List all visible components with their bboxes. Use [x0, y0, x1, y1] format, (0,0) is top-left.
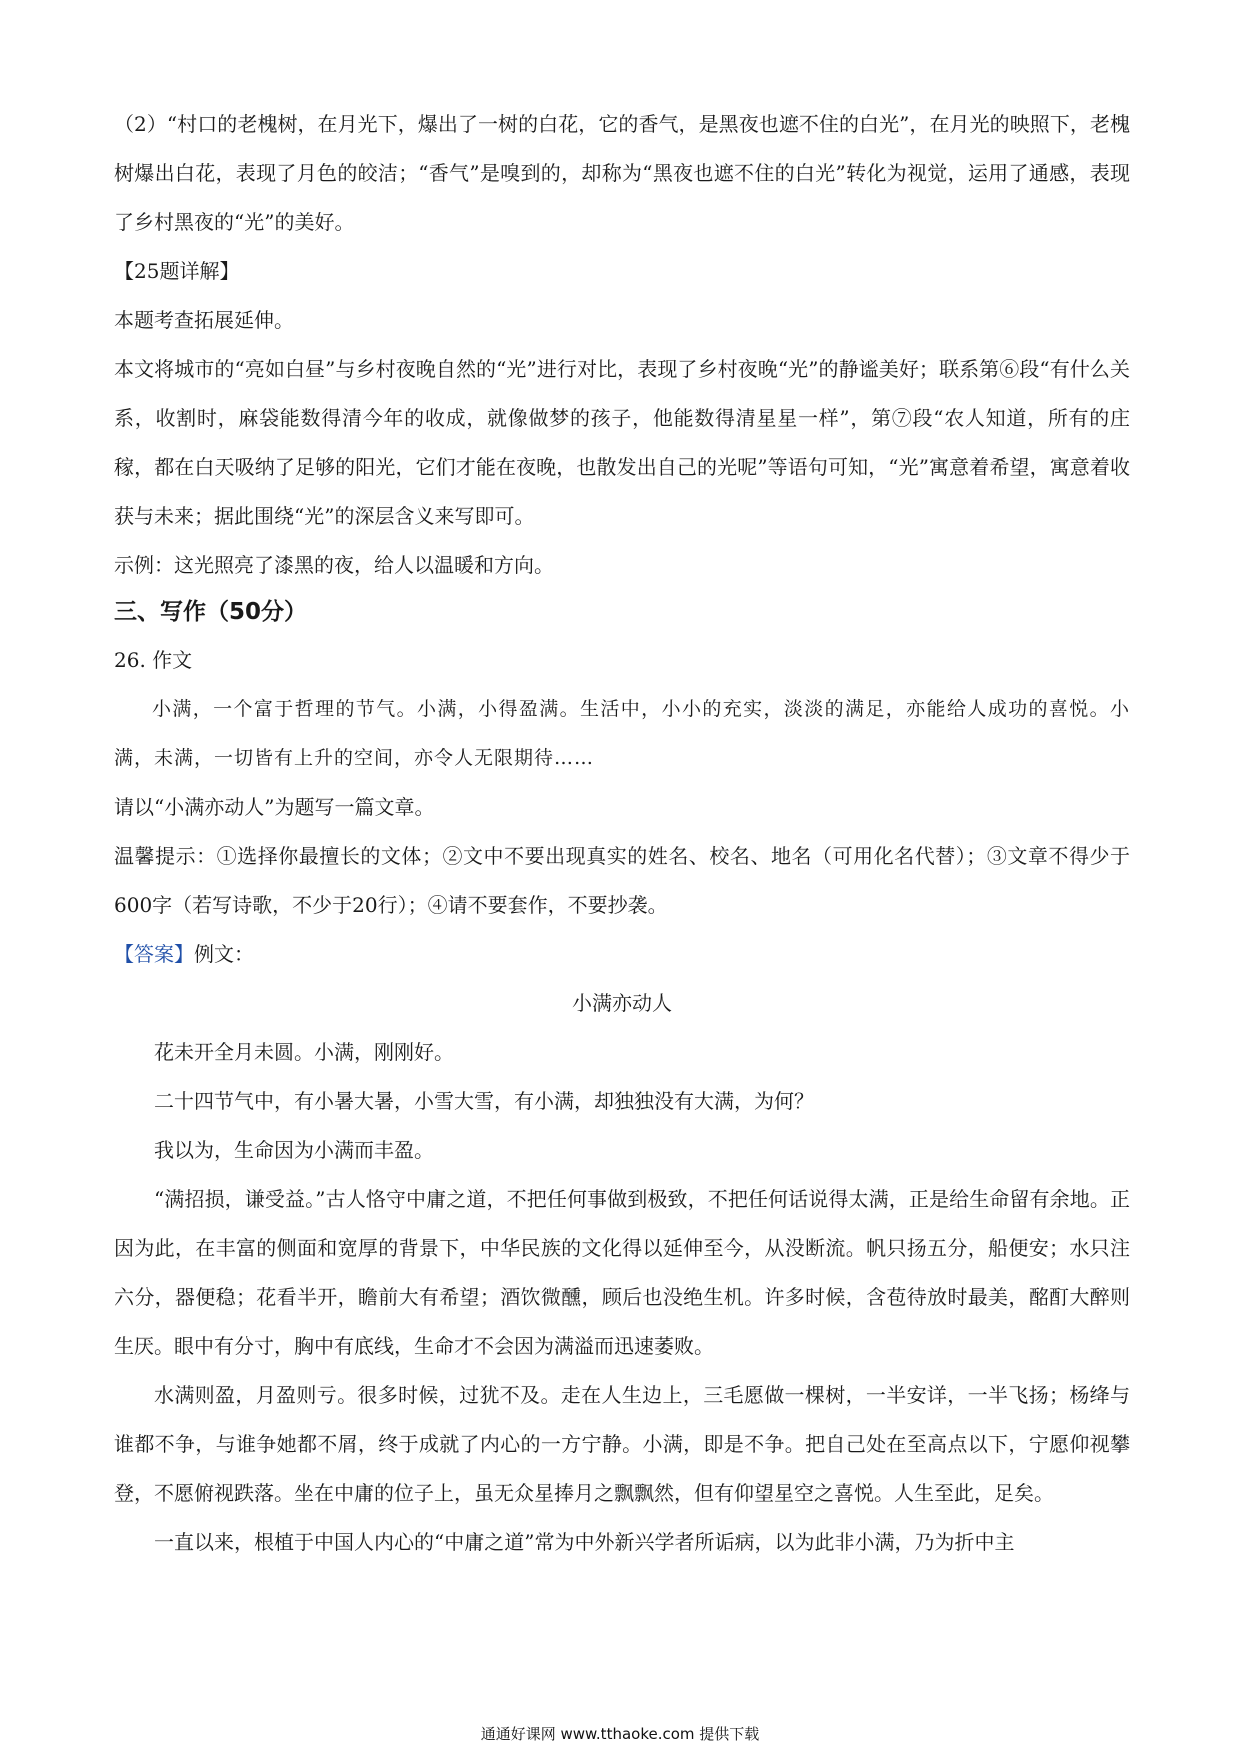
answer-tag: 【答案】 — [114, 942, 194, 966]
q26-prompt: 小满，一个富于哲理的节气。小满，小得盈满。生活中，小小的充实，淡淡的满足，亦能给人成功的喜悦。小满，未满，一切皆有上升的空间，亦令人无限期待…… — [114, 698, 1130, 769]
q25-analysis-paragraph: 本文将城市的“亮如白昼”与乡村夜晚自然的“光”进行对比，表现了乡村夜晚“光”的静谧美好；联系第⑥段“有什么关系，收割时，麻袋能数得清今年的收成，就像做梦的孩子，他能数得清星星一样”，第⑦段“农人知道，所有的庄稼，都在白天吸纳了足够的阳光，它们才能在夜晚，也散发出自己的光呢”等语句可知，“光”寓意着希望，寓意着收获与未来；据此围绕“光”的深层含义来写即可。 — [114, 357, 1130, 528]
section-3-heading: 三、写作（50分） — [114, 599, 308, 625]
q25-topic-line: 本题考查拓展延伸。 — [114, 308, 294, 332]
q26-label: 26. 作文 — [114, 648, 193, 672]
essay-title: 小满亦动人 — [572, 991, 672, 1015]
page-footer: 通通好课网 www.tthaoke.com 提供下载 — [480, 1725, 760, 1743]
q25-header: 【25题详解】 — [114, 259, 240, 283]
answer-label: 例文： — [194, 942, 254, 966]
essay-paragraph: 水满则盈，月盈则亏。很多时候，过犹不及。走在人生边上，三毛愿做一棵树，一半安详，一半飞扬；杨绛与谁都不争，与谁争她都不屑，终于成就了内心的一方宁静。小满，即是不争。把自己处在至高点以下，宁愿仰视攀登，不愿俯视跌落。坐在中庸的位子上，虽无众星捧月之飘飘然，但有仰望星空之喜悦。人生至此，足矣。 — [114, 1383, 1130, 1505]
essay-paragraph: 二十四节气中，有小暑大暑，小雪大雪，有小满，却独独没有大满，为何？ — [154, 1089, 814, 1113]
essay-paragraph: 我以为，生命因为小满而丰盈。 — [154, 1138, 434, 1162]
q26-tips: 温馨提示：①选择你最擅长的文体；②文中不要出现真实的姓名、校名、地名（可用化名代替）；③文章不得少于600字（若写诗歌，不少于20行）；④请不要套作，不要抄袭。 — [114, 844, 1130, 917]
essay-paragraph: 花未开全月未圆。小满，刚刚好。 — [154, 1040, 454, 1064]
essay-paragraph: “满招损，谦受益。”古人恪守中庸之道，不把任何事做到极致，不把任何话说得太满，正是给生命留有余地。正因为此，在丰富的侧面和宽厚的背景下，中华民族的文化得以延伸至今，从没断流。帆只扬五分，船便安；水只注六分，器便稳；花看半开，瞻前大有希望；酒饮微醺，顾后也没绝生机。许多时候，含苞待放时最美，酩酊大醉则生厌。眼中有分寸，胸中有底线，生命才不会因为满溢而迅速萎败。 — [114, 1187, 1130, 1358]
q25-example: 示例：这光照亮了漆黑的夜，给人以温暖和方向。 — [114, 553, 554, 577]
q26-task: 请以“小满亦动人”为题写一篇文章。 — [114, 795, 435, 819]
answer-line — [114, 930, 1130, 979]
document-page — [114, 100, 1130, 1567]
essay-paragraph: 一直以来，根植于中国人内心的“中庸之道”常为中外新兴学者所诟病，以为此非小满，乃为折中主 — [154, 1530, 1015, 1554]
answer-24-2-paragraph: （2）“村口的老槐树，在月光下，爆出了一树的白花，它的香气，是黑夜也遮不住的白光”，在月光的映照下，老槐树爆出白花，表现了月色的皎洁；“香气”是嗅到的，却称为“黑夜也遮不住的白光”转化为视觉，运用了通感，表现了乡村黑夜的“光”的美好。 — [114, 112, 1130, 234]
